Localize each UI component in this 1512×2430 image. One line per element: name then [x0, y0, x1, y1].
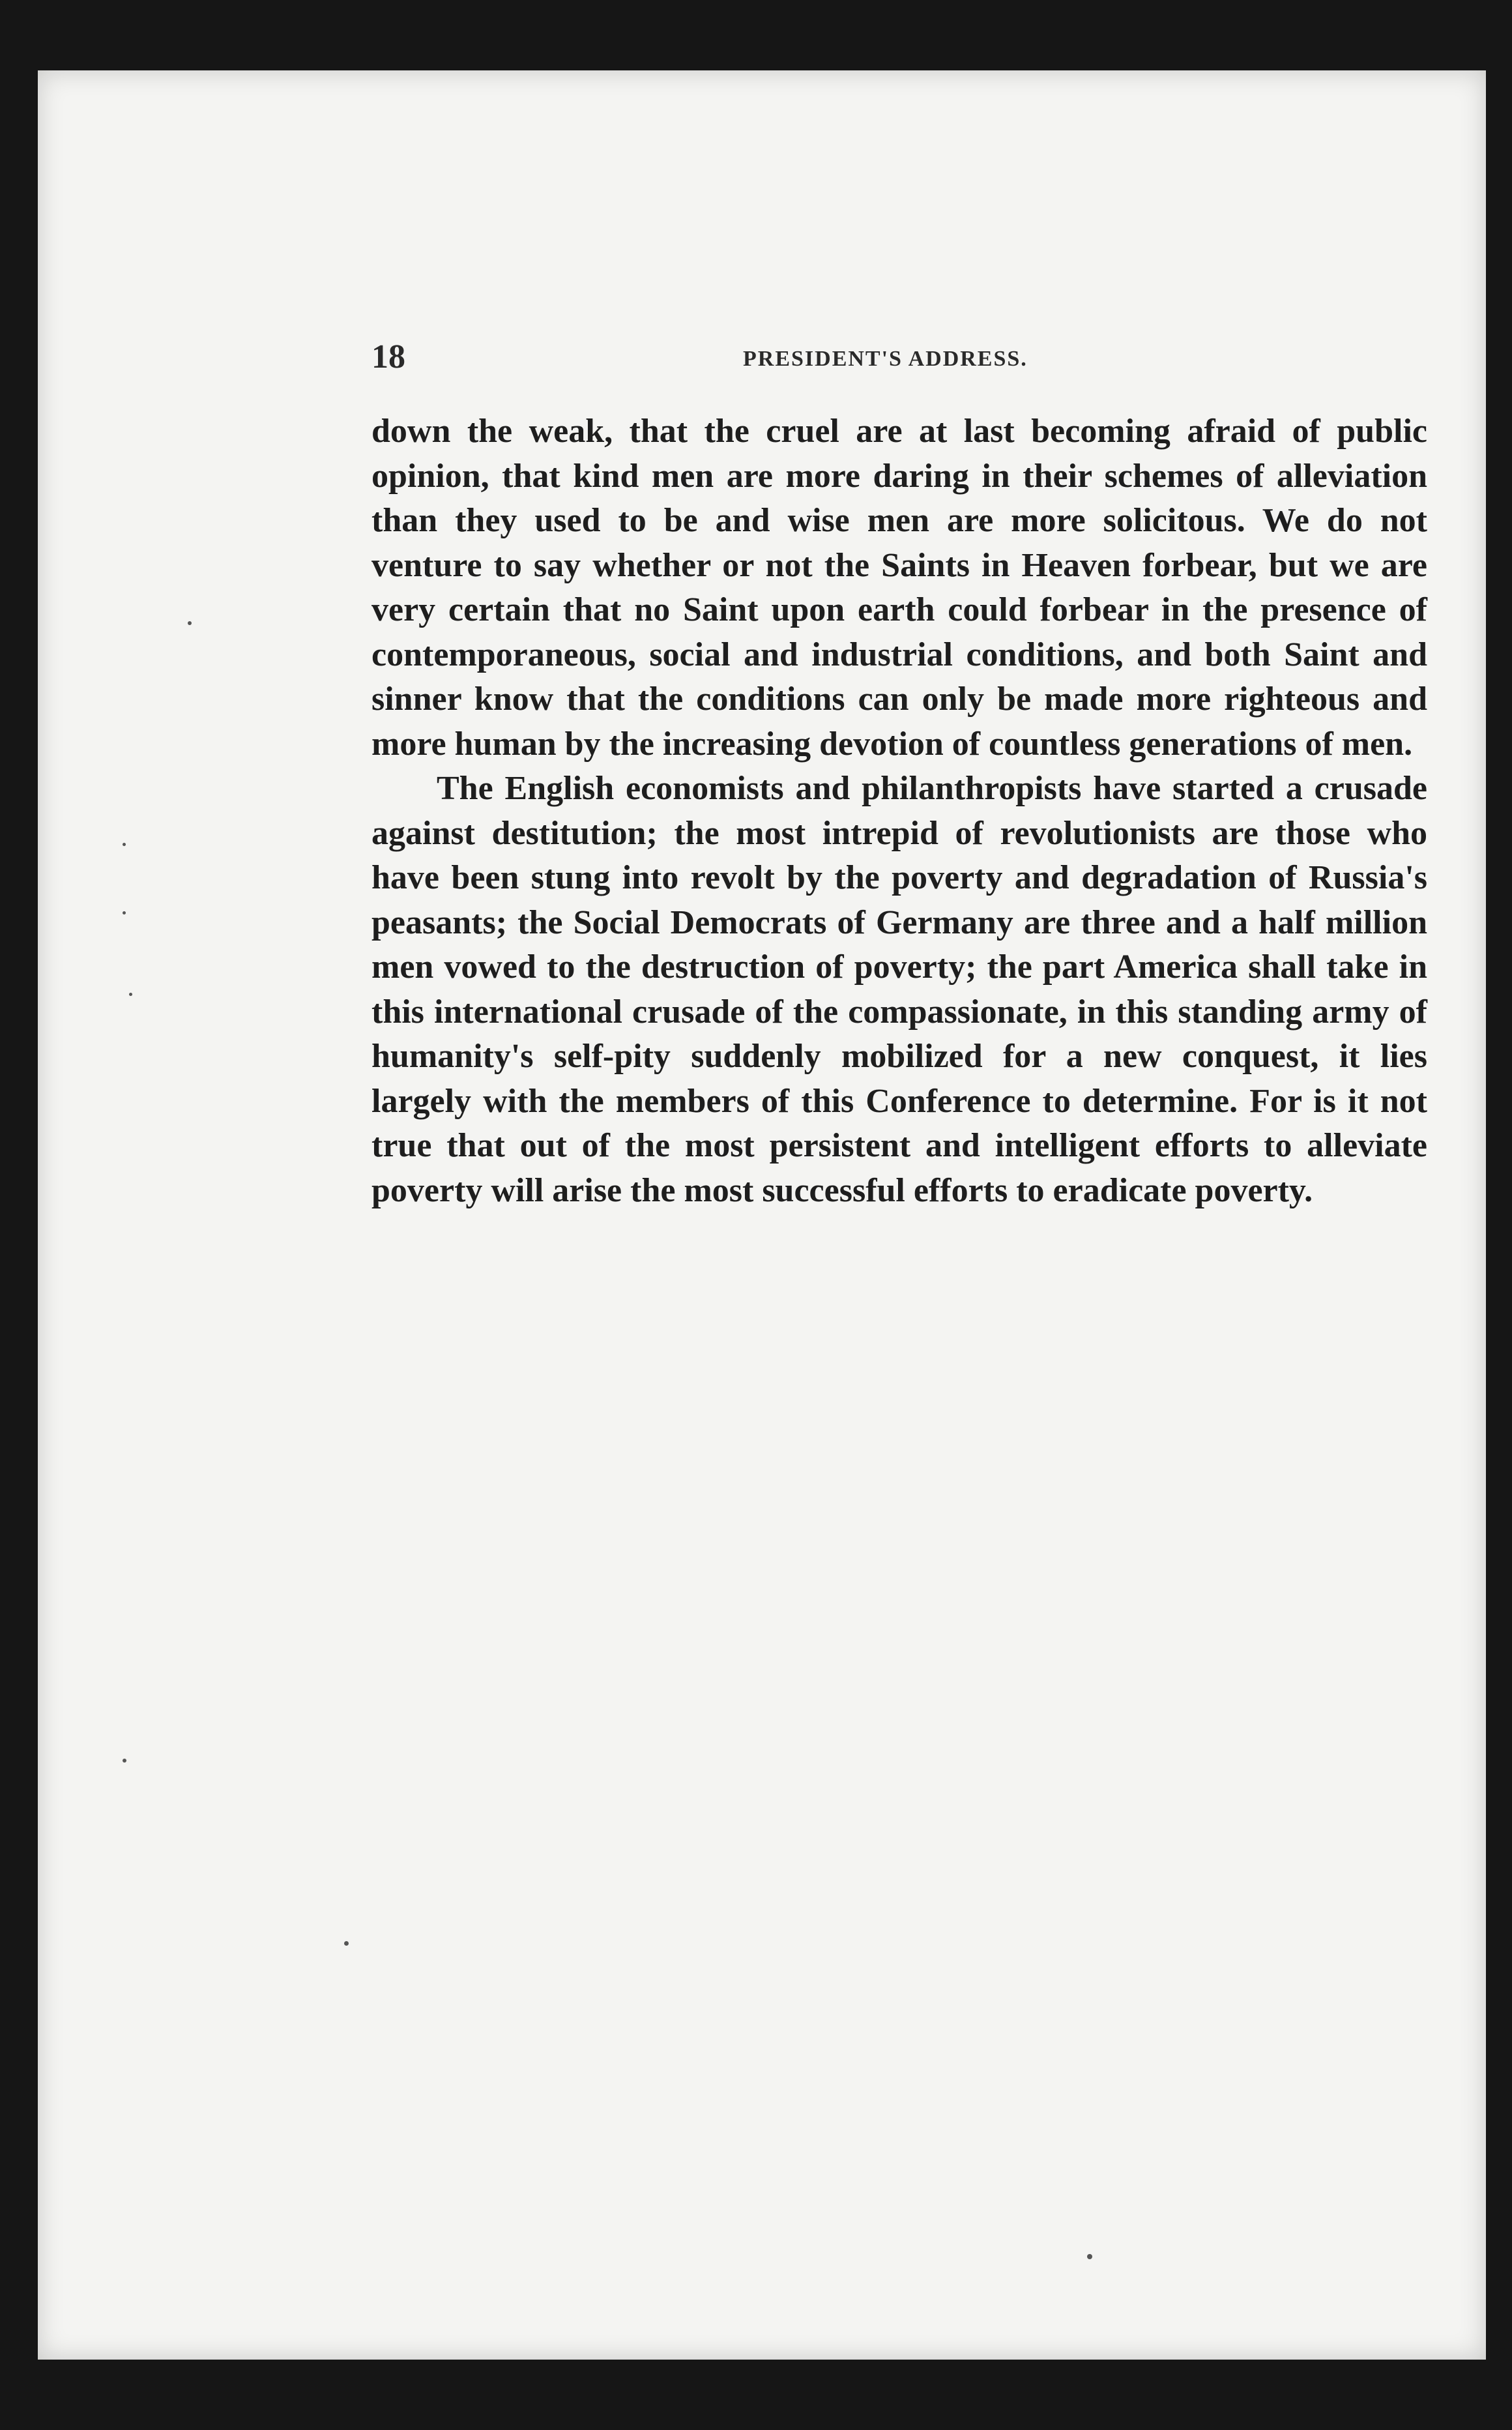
scan-speck [123, 911, 126, 915]
scan-speck [1087, 2254, 1092, 2259]
page-number: 18 [371, 338, 405, 375]
paragraph-2: The English economists and philanthropists have started a crusade against destitution; the most intrepid of revolutionists are those who have been stung into revolt by the poverty and degradation of Russia's peasants; the Social Democrats of Germany are three and a half million men vowed to the destruction of poverty; the part America shall take in this international crusade of the compassionate, in this standing army of humanity's self-pity suddenly mobilized for a new conquest, it lies largely with the members of this Conference to determine. For is it not true that out of the most persistent and intelligent efforts to alleviate poverty will arise the most successful efforts to eradicate poverty. [371, 770, 1427, 1209]
running-head: PRESIDENT'S ADDRESS. [743, 347, 1028, 371]
book-page [38, 70, 1486, 2360]
scan-speck [188, 621, 192, 625]
page-header [371, 338, 1427, 403]
scan-speck [344, 1941, 349, 1946]
body-text [371, 409, 1427, 1213]
paragraph-1: down the weak, that the cruel are at last becoming afraid of public opinion, that kind men are more daring in their schemes of alleviation than they used to be and wise men are more solicitous. We do not venture to say whether or not the Saints in Heaven forbear, but we are very certain that no Saint upon earth could forbear in the presence of contemporaneous, social and industrial conditions, and both Saint and sinner know that the conditions can only be made more righteous and more human by the increasing devotion of countless generations of men. [371, 413, 1427, 763]
scan-speck [129, 993, 132, 996]
scan-speck [123, 843, 126, 846]
scan-speck [123, 1759, 126, 1763]
